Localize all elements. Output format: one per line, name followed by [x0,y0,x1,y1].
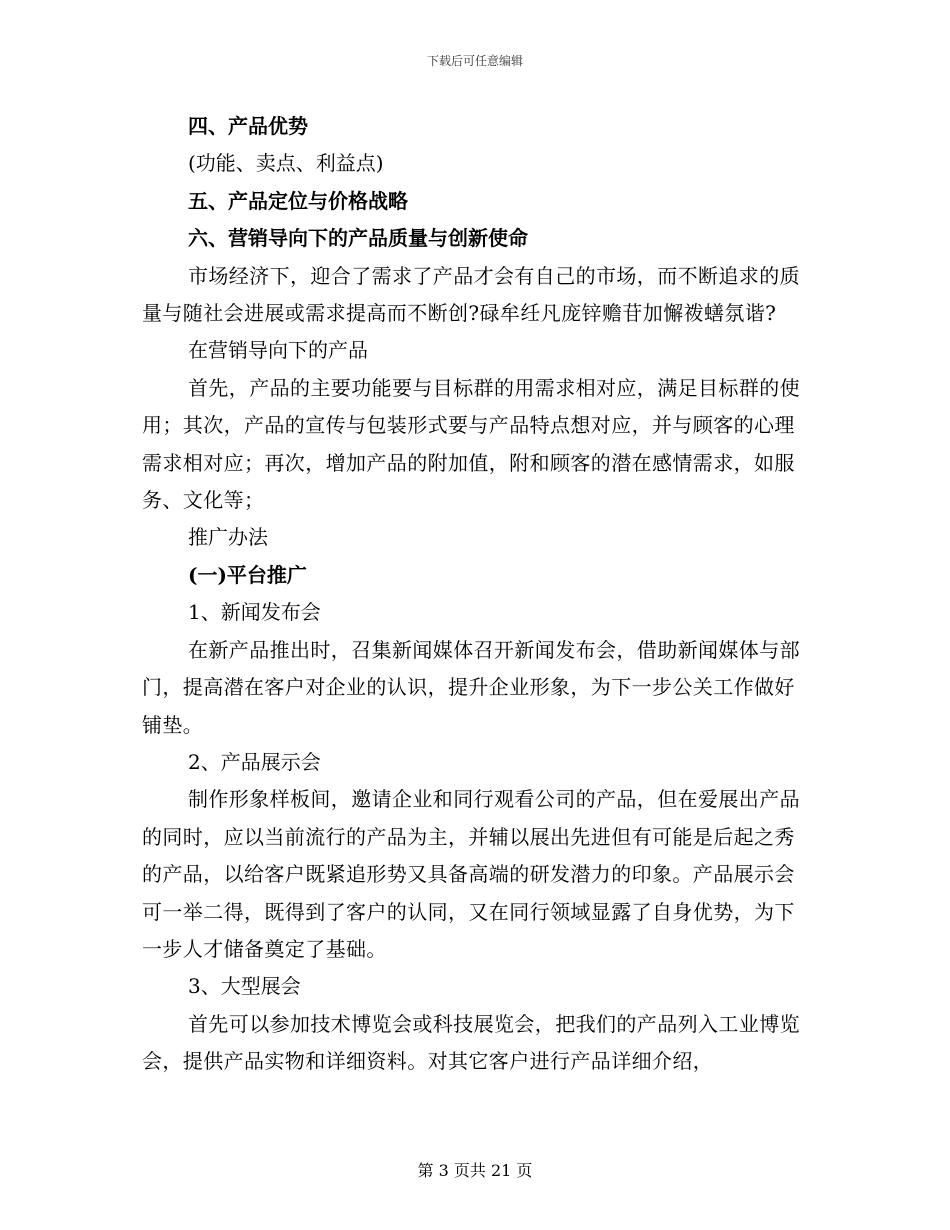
paragraph-product-exhibition: 制作形象样板间，邀请企业和同行观看公司的产品，但在爱展出产品的同时，应以当前流行的产品为主，并辅以展出先进但有可能是后起之秀的产品，以给客户既紧追形势又具备高端的研发潜力的印象。产品展示会可一举二得，既得到了客户的认同，又在同行领域显露了自身优势，为下一步人才储备奠定了基础。 [142,787,800,961]
heading-product-exhibition: 2、产品展示会 [188,749,321,774]
paragraph-advantages-note: (功能、卖点、利益点) [188,151,384,176]
page-footer: 第 3 页共 21 页 [417,1161,533,1180]
document-body [142,108,808,1081]
paragraph-large-exhibition: 首先可以参加技术博览会或科技展览会，把我们的产品列入工业博览会，提供产品实物和详细资料。对其它客户进行产品详细介绍， [142,1011,800,1074]
page-header: 下载后可任意编辑 [426,54,523,68]
heading-platform-promotion: (一)平台推广 [188,562,307,587]
heading-large-exhibition: 3、大型展会 [188,974,301,999]
paragraph-marketing-oriented: 在营销导向下的产品 [188,338,368,363]
heading-press-conference: 1、新闻发布会 [188,600,321,625]
heading-quality-innovation: 六、营销导向下的产品质量与创新使命 [188,226,528,251]
paragraph-market-economy: 市场经济下，迎合了需求了产品才会有自己的市场，而不断追求的质量与随社会进展或需求提高而不断创?碌牟纴凡庞锌赡苷加懈袯蟮氛谐? [142,263,800,326]
paragraph-promotion-methods: 推广办法 [188,525,268,550]
paragraph-press-conference: 在新产品推出时，召集新闻媒体召开新闻发布会，借助新闻媒体与部门，提高潜在客户对企业的认识，提升企业形象，为下一步公关工作做好铺垫。 [142,637,800,737]
heading-product-advantages: 四、产品优势 [188,114,308,138]
paragraph-product-functions: 首先，产品的主要功能要与目标群的用需求相对应，满足目标群的使用；其次，产品的宣传与包装形式要与产品特点想对应，并与顾客的心理需求相对应；再次，增加产品的附加值，附和顾客的潜在感情需求，如服务、文化等； [142,375,800,513]
heading-positioning-pricing: 五、产品定位与价格战略 [188,188,408,213]
